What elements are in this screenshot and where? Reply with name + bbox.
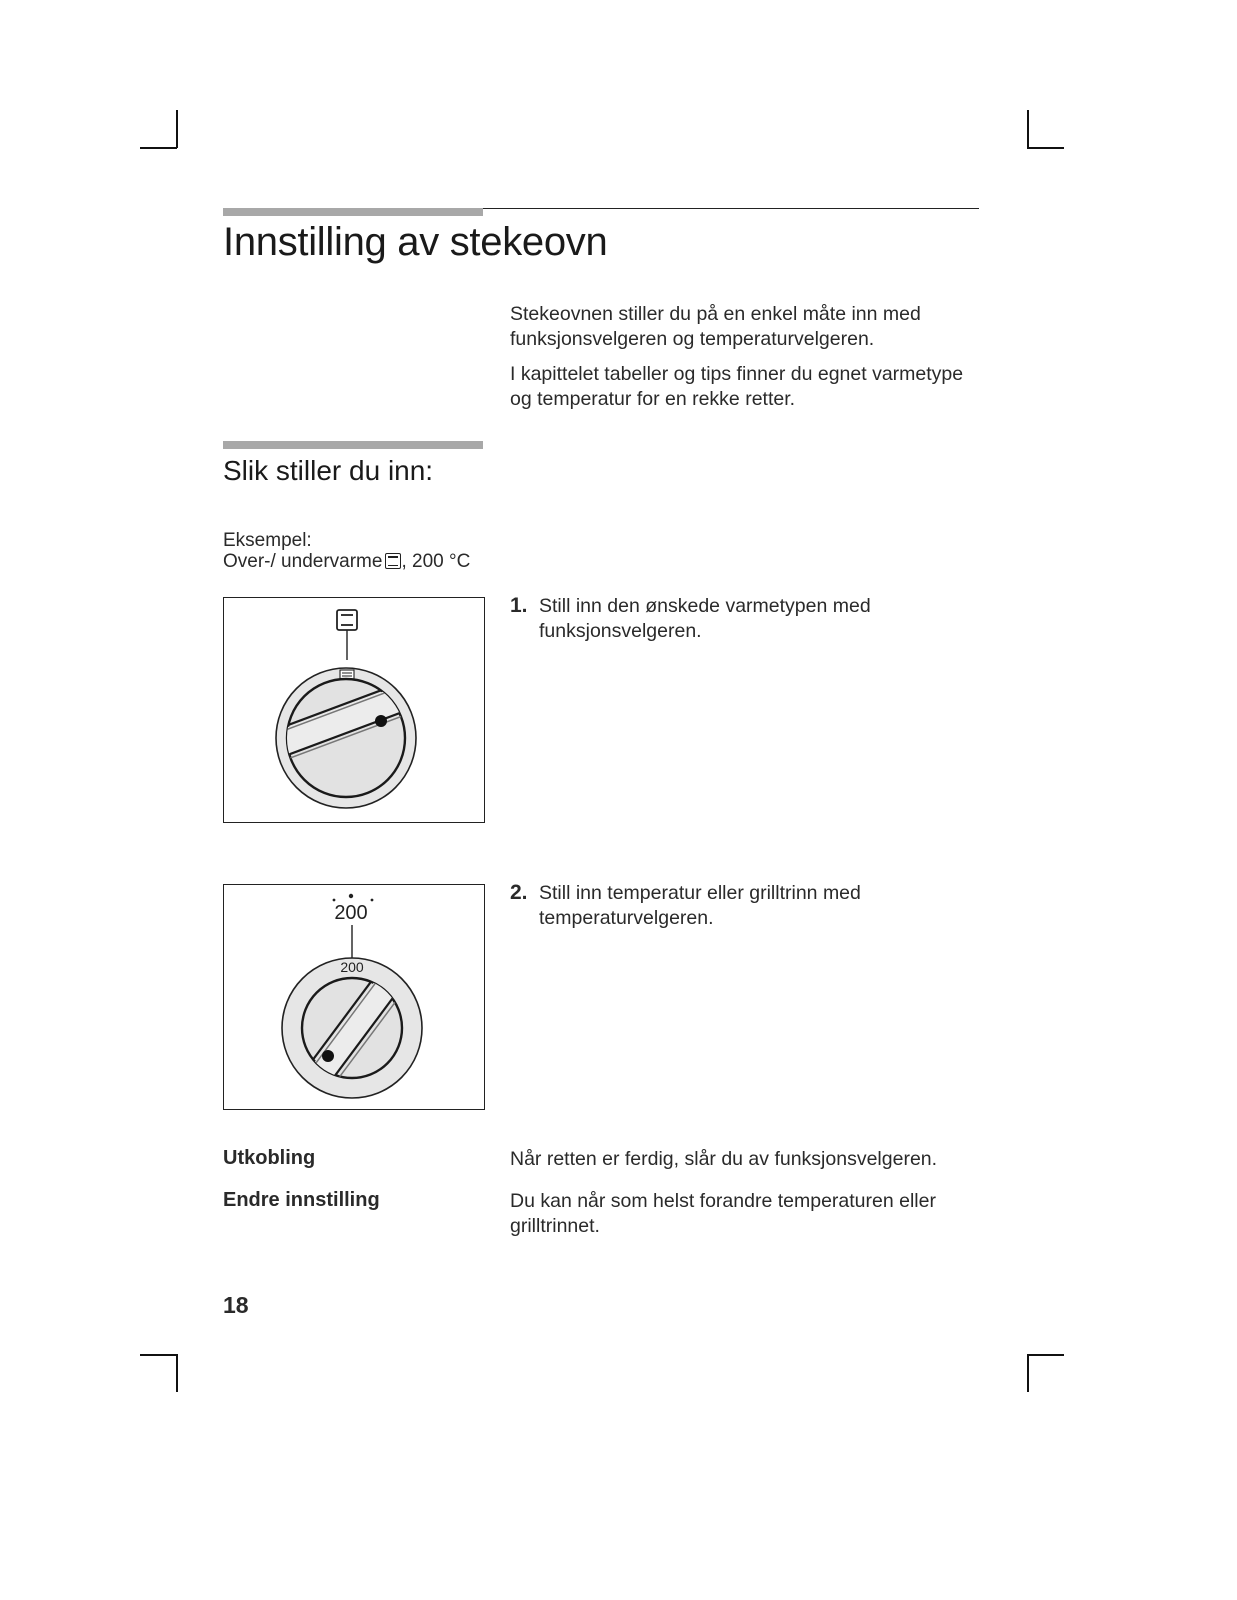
crop-mark-top-right-v xyxy=(1027,110,1029,148)
intro-text xyxy=(510,302,980,412)
row-label-utkobling: Utkobling xyxy=(223,1147,316,1169)
crop-mark-bottom-left-h xyxy=(140,1354,177,1356)
section-heading: Slik stiller du inn: xyxy=(223,455,434,486)
row-label-endre-innstilling: Endre innstilling xyxy=(223,1189,380,1211)
knob-indicator-dot xyxy=(375,715,387,727)
crop-mark-bottom-right-h xyxy=(1027,1354,1064,1356)
function-selector-figure xyxy=(223,597,485,823)
example-temp: , 200 °C xyxy=(401,551,471,572)
step-text: Still inn temperatur eller grilltrinn med temperaturvelgeren. xyxy=(539,882,861,929)
dial-ring-label: 200 xyxy=(340,959,364,975)
example-block xyxy=(223,530,470,572)
top-bottom-heat-icon xyxy=(337,610,357,630)
intro-paragraph-1: Stekeovnen stiller du på en enkel måte inn med funksjonsvelgeren og temperaturvelgeren. xyxy=(510,303,921,350)
page-title: Innstilling av stekeovn xyxy=(223,220,608,264)
step-1 xyxy=(510,594,980,644)
temperature-top-label: 200 xyxy=(334,902,368,924)
crop-mark-bottom-right-v xyxy=(1027,1354,1029,1392)
step-number: 1. xyxy=(510,594,528,617)
step-2 xyxy=(510,881,980,931)
knob-indicator-dot xyxy=(322,1050,334,1062)
crop-mark-top-left-h xyxy=(140,147,177,149)
crop-mark-top-left-v xyxy=(176,110,178,148)
function-selector-illustration xyxy=(224,598,486,824)
example-mode: Over-/ undervarme xyxy=(223,551,383,572)
top-bottom-heat-icon xyxy=(385,553,401,569)
row-text-endre-innstilling: Du kan når som helst forandre temperaturen eller grilltrinnet. xyxy=(510,1190,936,1237)
example-label: Eksempel: xyxy=(223,530,312,551)
temperature-selector-illustration xyxy=(224,885,486,1111)
page-number: 18 xyxy=(223,1292,249,1318)
temperature-selector-figure xyxy=(223,884,485,1110)
section-accent-bar xyxy=(223,441,483,449)
step-text: Still inn den ønskede varmetypen med funksjonsvelgeren. xyxy=(539,595,871,642)
example-setting xyxy=(223,551,470,572)
header-accent-bar xyxy=(223,208,483,216)
ring-mode-icon xyxy=(340,670,354,679)
intro-paragraph-2: I kapittelet tabeller og tips finner du egnet varmetype og temperatur for en rekke retter. xyxy=(510,363,964,410)
row-text-utkobling: Når retten er ferdig, slår du av funksjonsvelgeren. xyxy=(510,1148,938,1170)
step-number: 2. xyxy=(510,881,528,904)
crop-mark-top-right-h xyxy=(1027,147,1064,149)
crop-mark-bottom-left-v xyxy=(176,1354,178,1392)
